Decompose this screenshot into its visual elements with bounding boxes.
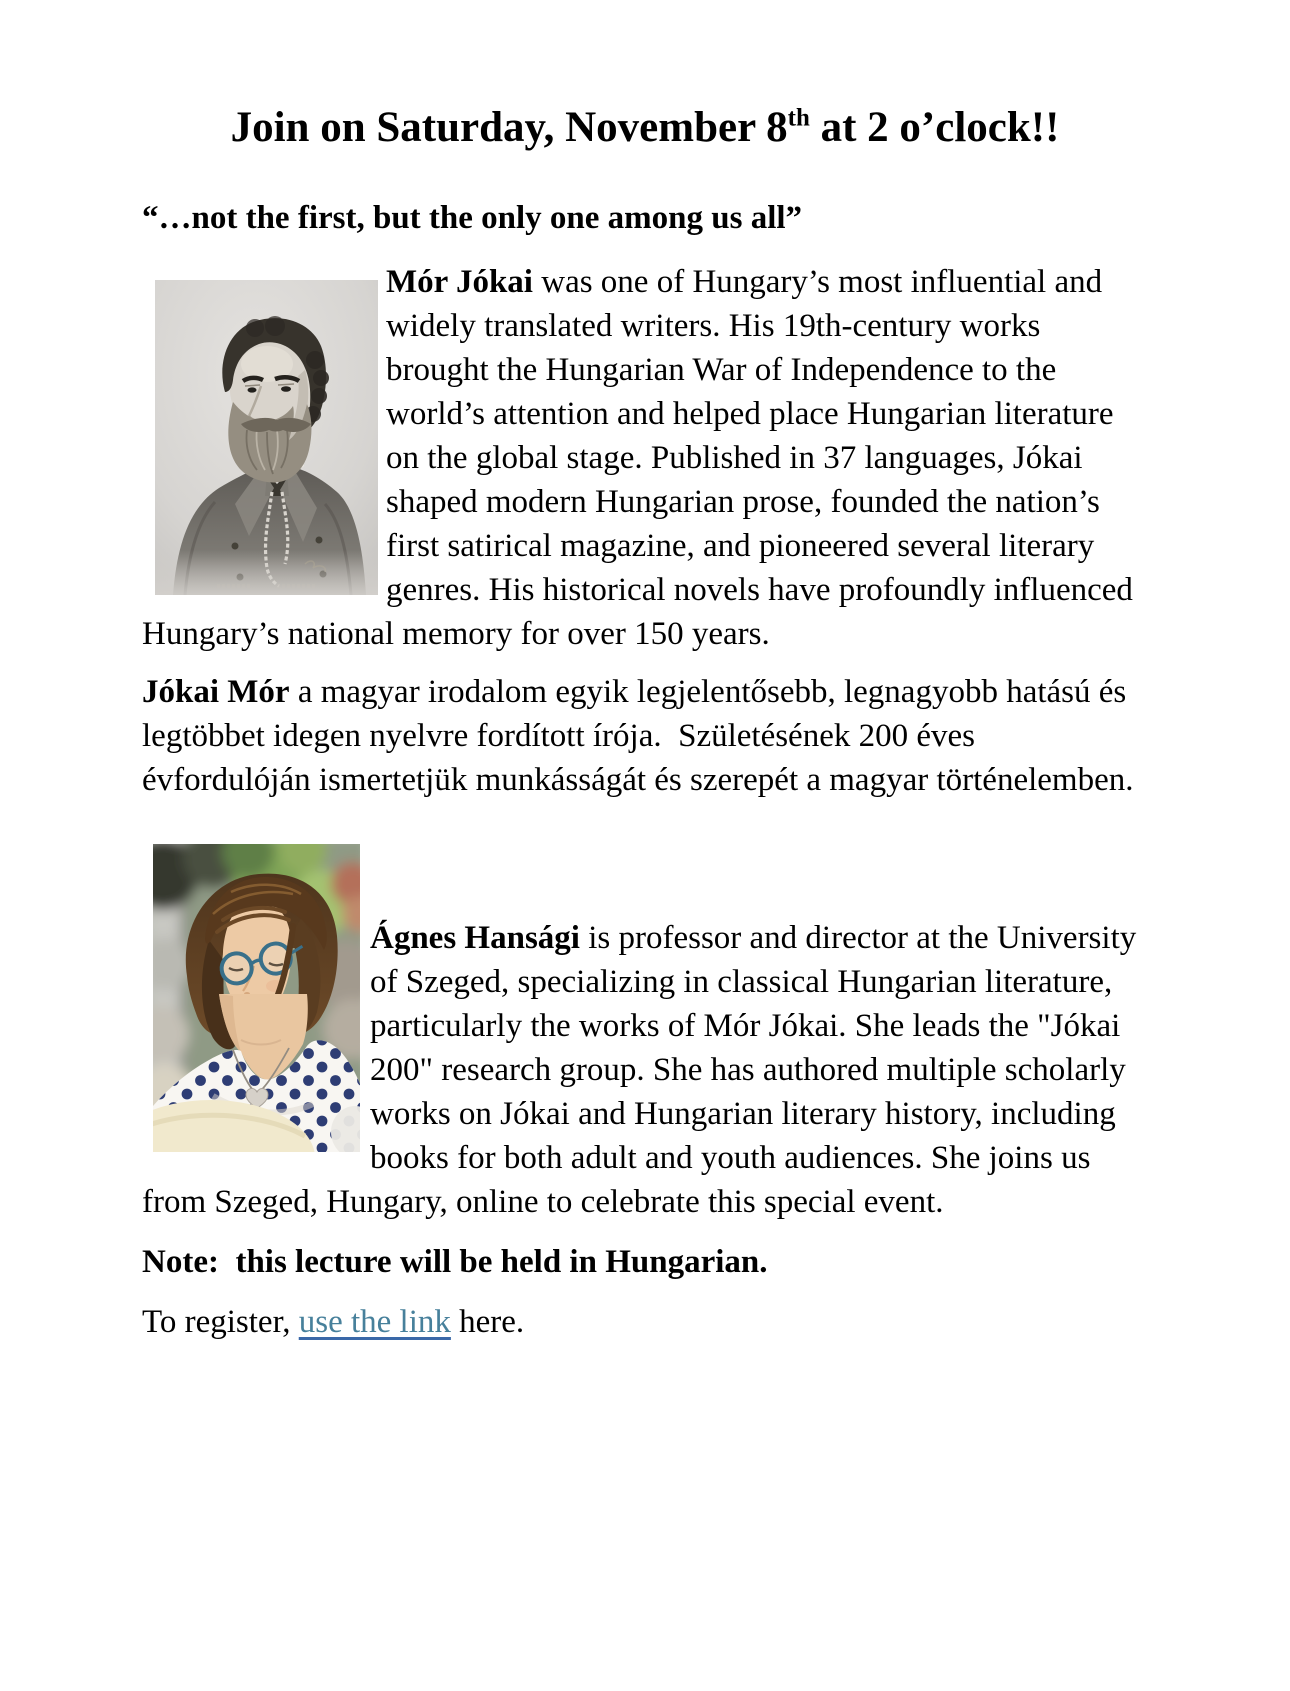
jokai-section [142,260,1148,656]
hansagi-name-bold: Ágnes Hansági [370,920,580,956]
hungarian-paragraph-text: a magyar irodalom egyik legjelentősebb, legnagyobb hatású és legtöbbet idegen nyelvre fordított írója. Születésének 200 éves évfordulóján ismertetjük munkásságát és szerepét a magyar történelemben. [142,674,1134,798]
hungarian-paragraph [142,670,1148,802]
blank-paragraph-spacer [142,802,1148,844]
jokai-mor-name-bold: Jókai Mór [142,674,290,710]
title-superscript: th [787,104,810,132]
hansagi-paragraph-text: is professor and director at the University of Szeged, specializing in classical Hungarian literature, particularly the works of Mór Jókai. She leads the "Jókai 200" research group. She has authored multiple scholarly works on Jókai and Hungarian literary history, including books for both adult and youth audiences. She joins us from Szeged, Hungary, online to celebrate this special event. [142,920,1137,1220]
note-line: Note: this lecture will be held in Hungarian. [142,1244,768,1280]
page-content [142,100,1148,1344]
register-prefix: To register, [142,1304,299,1340]
title-text-prefix: Join on Saturday, November 8 [230,104,788,151]
jokai-paragraph-text: was one of Hungary’s most influential and widely translated writers. His 19th-century works brought the Hungarian War of Independence to the world’s attention and helped place Hungarian literature on the global stage. Published in 37 languages, Jókai shaped modern Hungarian prose, founded the nation’s first satirical magazine, and pioneered several literary genres. His historical novels have profoundly influenced Hungary’s national memory for over 150 years. [142,264,1133,652]
jokai-name-bold: Mór Jókai [386,264,533,300]
hansagi-photo-image [153,844,360,1152]
register-line [142,1300,1148,1344]
epigraph-quote: “…not the first, but the only one among us all” [142,200,803,236]
register-suffix: here. [450,1304,525,1340]
jokai-portrait-image [155,280,378,595]
title-text-suffix: at 2 o’clock!! [809,104,1060,151]
registration-link[interactable]: use the link [298,1304,451,1340]
hansagi-section [142,844,1148,1224]
event-title [142,100,1148,156]
